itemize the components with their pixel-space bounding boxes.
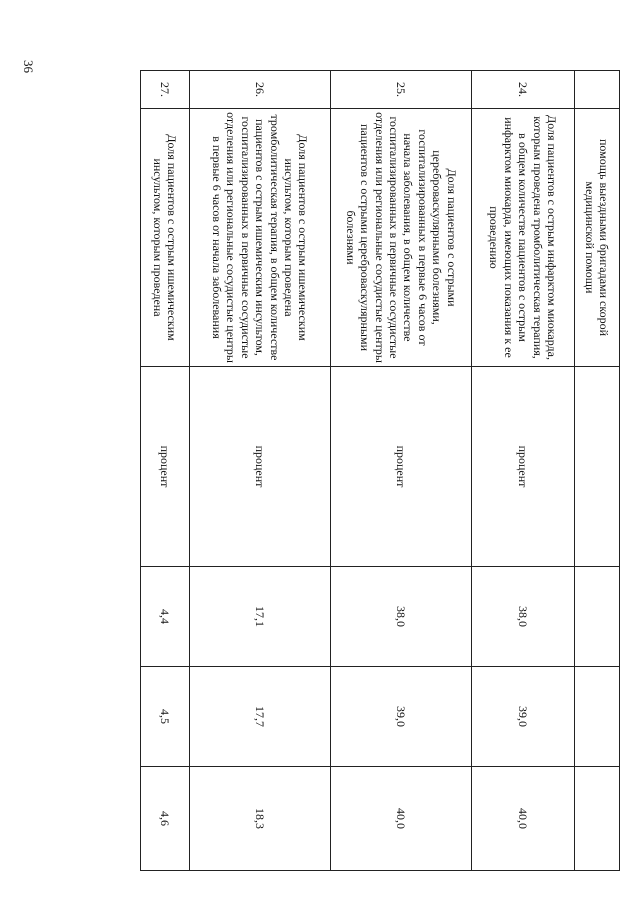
row-number: 27.: [141, 71, 190, 109]
value-cell: 4,6: [141, 767, 190, 871]
indicator-name: Доля пациентов с острым ишемическим инсультом, которым проведена тромболитическая терапия, в общем количестве пациентов с острым ишемическим инсультом, госпитализированных в первичные сосудистые отделения или региональные сосудистые центры в первые 6 часов от начала заболевания: [190, 109, 331, 367]
value-cell: 39,0: [472, 667, 575, 767]
value-cell: 18,3: [190, 767, 331, 871]
empty-cell: [575, 767, 620, 871]
unit-cell: процент: [141, 367, 190, 567]
table-row: [190, 71, 331, 871]
empty-cell: [575, 567, 620, 667]
rotated-page-content: [80, 70, 620, 870]
empty-cell: [575, 367, 620, 567]
unit-cell: процент: [190, 367, 331, 567]
row-number: 24.: [472, 71, 575, 109]
indicator-name-continued: помощь выездными бригадами скорой медицинской помощи: [575, 109, 620, 367]
indicator-name: Доля пациентов с острым ишемическим инсультом, которым проведена: [141, 109, 190, 367]
unit-cell: процент: [472, 367, 575, 567]
table-row: [575, 71, 620, 871]
page-number: 36: [21, 60, 36, 73]
indicator-name: Доля пациентов с острым инфарктом миокарда, которым проведена тромболитическая терапия, в общем количестве пациентов с острым инфарктом миокарда, имеющих показания к ее проведению: [472, 109, 575, 367]
table-row: [472, 71, 575, 871]
value-cell: 39,0: [331, 667, 472, 767]
value-cell: 40,0: [331, 767, 472, 871]
empty-cell: [575, 667, 620, 767]
table-row: [331, 71, 472, 871]
value-cell: 17,7: [190, 667, 331, 767]
row-number: 26.: [190, 71, 331, 109]
indicator-name: Доля пациентов с острыми цереброваскулярными болезнями, госпитализированных в первые 6 часов от начала заболевания, в общем количестве госпитализированных в первичные сосудистые отделения или региональные сосудистые центры пациентов с острыми цереброваскулярными болезнями: [331, 109, 472, 367]
empty-cell: [575, 71, 620, 109]
table-row: [141, 71, 190, 871]
indicators-table: [140, 70, 620, 871]
value-cell: 4,4: [141, 567, 190, 667]
value-cell: 38,0: [472, 567, 575, 667]
unit-cell: процент: [331, 367, 472, 567]
value-cell: 4,5: [141, 667, 190, 767]
value-cell: 17,1: [190, 567, 331, 667]
row-number: 25.: [331, 71, 472, 109]
value-cell: 38,0: [331, 567, 472, 667]
value-cell: 40,0: [472, 767, 575, 871]
